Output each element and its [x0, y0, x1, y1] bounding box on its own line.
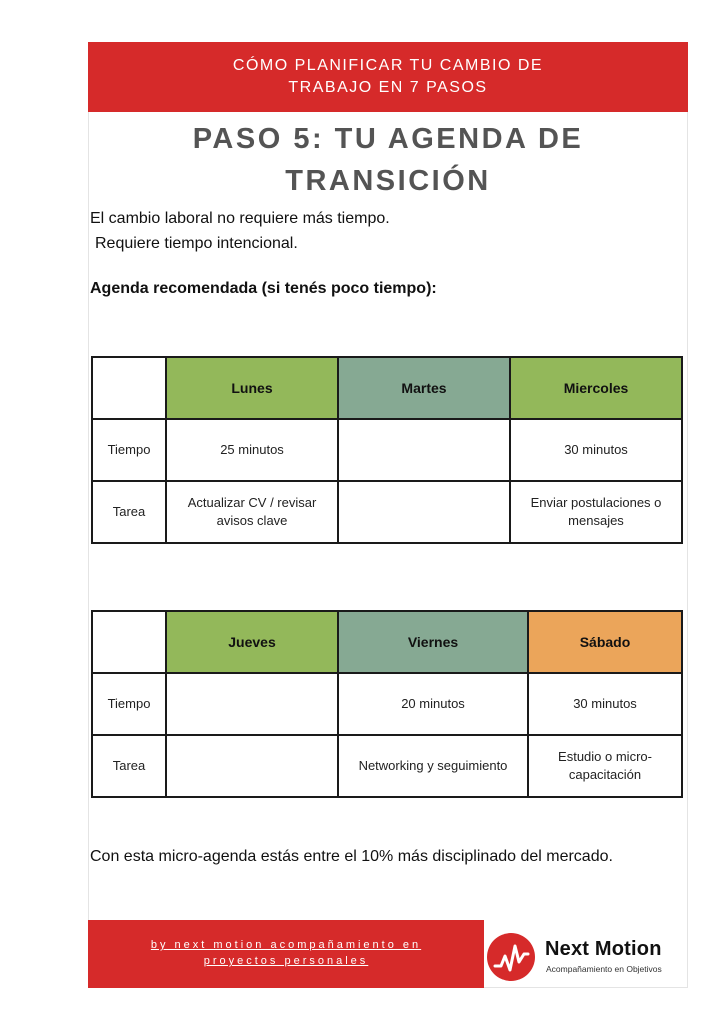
row-label-tarea: Tarea: [92, 481, 166, 543]
day-header-lunes: Lunes: [166, 357, 338, 419]
table-header-row: [92, 357, 682, 419]
agenda-subheading: Agenda recomendada (si tenés poco tiempo):: [90, 280, 437, 297]
intro-line-2: Requiere tiempo intencional.: [95, 235, 298, 252]
brand-block: [486, 928, 686, 984]
brand-tagline: Acompañamiento en Objetivos: [546, 964, 662, 974]
footer-line-2[interactable]: proyectos personales: [203, 955, 369, 967]
table-cell: 30 minutos: [510, 419, 682, 481]
brand-name: Next Motion: [545, 938, 662, 960]
footer-banner: [88, 920, 484, 988]
agenda-table-weekend: [91, 610, 683, 798]
header-line-1: CÓMO PLANIFICAR TU CAMBIO DE: [232, 57, 544, 74]
day-header-martes: Martes: [338, 357, 510, 419]
footer-line-1[interactable]: by next motion acompañamiento en: [150, 939, 422, 951]
table-cell: [338, 419, 510, 481]
page-title: [88, 118, 688, 202]
table-cell: 25 minutos: [166, 419, 338, 481]
title-line-2: TRANSICIÓN: [285, 165, 491, 197]
header-line-2: TRABAJO EN 7 PASOS: [288, 79, 488, 96]
title-line-1: PASO 5: TU AGENDA DE: [192, 123, 584, 155]
day-header-jueves: Jueves: [166, 611, 338, 673]
day-header-viernes: Viernes: [338, 611, 528, 673]
table-cell: [166, 673, 338, 735]
header-banner: [88, 42, 688, 112]
row-label-tiempo: Tiempo: [92, 419, 166, 481]
table-row: [92, 419, 682, 481]
table-cell: Networking y seguimiento: [338, 735, 528, 797]
table-row: [92, 735, 682, 797]
table-corner-cell: [92, 611, 166, 673]
row-label-tiempo: Tiempo: [92, 673, 166, 735]
table-cell: [166, 735, 338, 797]
table-cell: Actualizar CV / revisar avisos clave: [166, 481, 338, 543]
row-label-tarea: Tarea: [92, 735, 166, 797]
day-header-sabado: Sábado: [528, 611, 682, 673]
table-cell: Enviar postulaciones o mensajes: [510, 481, 682, 543]
table-cell: [338, 481, 510, 543]
closing-text: Con esta micro-agenda estás entre el 10% más disciplinado del mercado.: [90, 848, 613, 865]
table-row: [92, 481, 682, 543]
table-header-row: [92, 611, 682, 673]
day-header-miercoles: Miercoles: [510, 357, 682, 419]
table-cell: 30 minutos: [528, 673, 682, 735]
intro-line-1: El cambio laboral no requiere más tiempo.: [90, 210, 390, 227]
table-corner-cell: [92, 357, 166, 419]
intro-text: [90, 206, 390, 256]
table-cell: 20 minutos: [338, 673, 528, 735]
table-cell: Estudio o micro-capacitación: [528, 735, 682, 797]
table-row: [92, 673, 682, 735]
agenda-table-weekdays: [91, 356, 683, 544]
next-motion-logo-icon: [486, 932, 536, 982]
